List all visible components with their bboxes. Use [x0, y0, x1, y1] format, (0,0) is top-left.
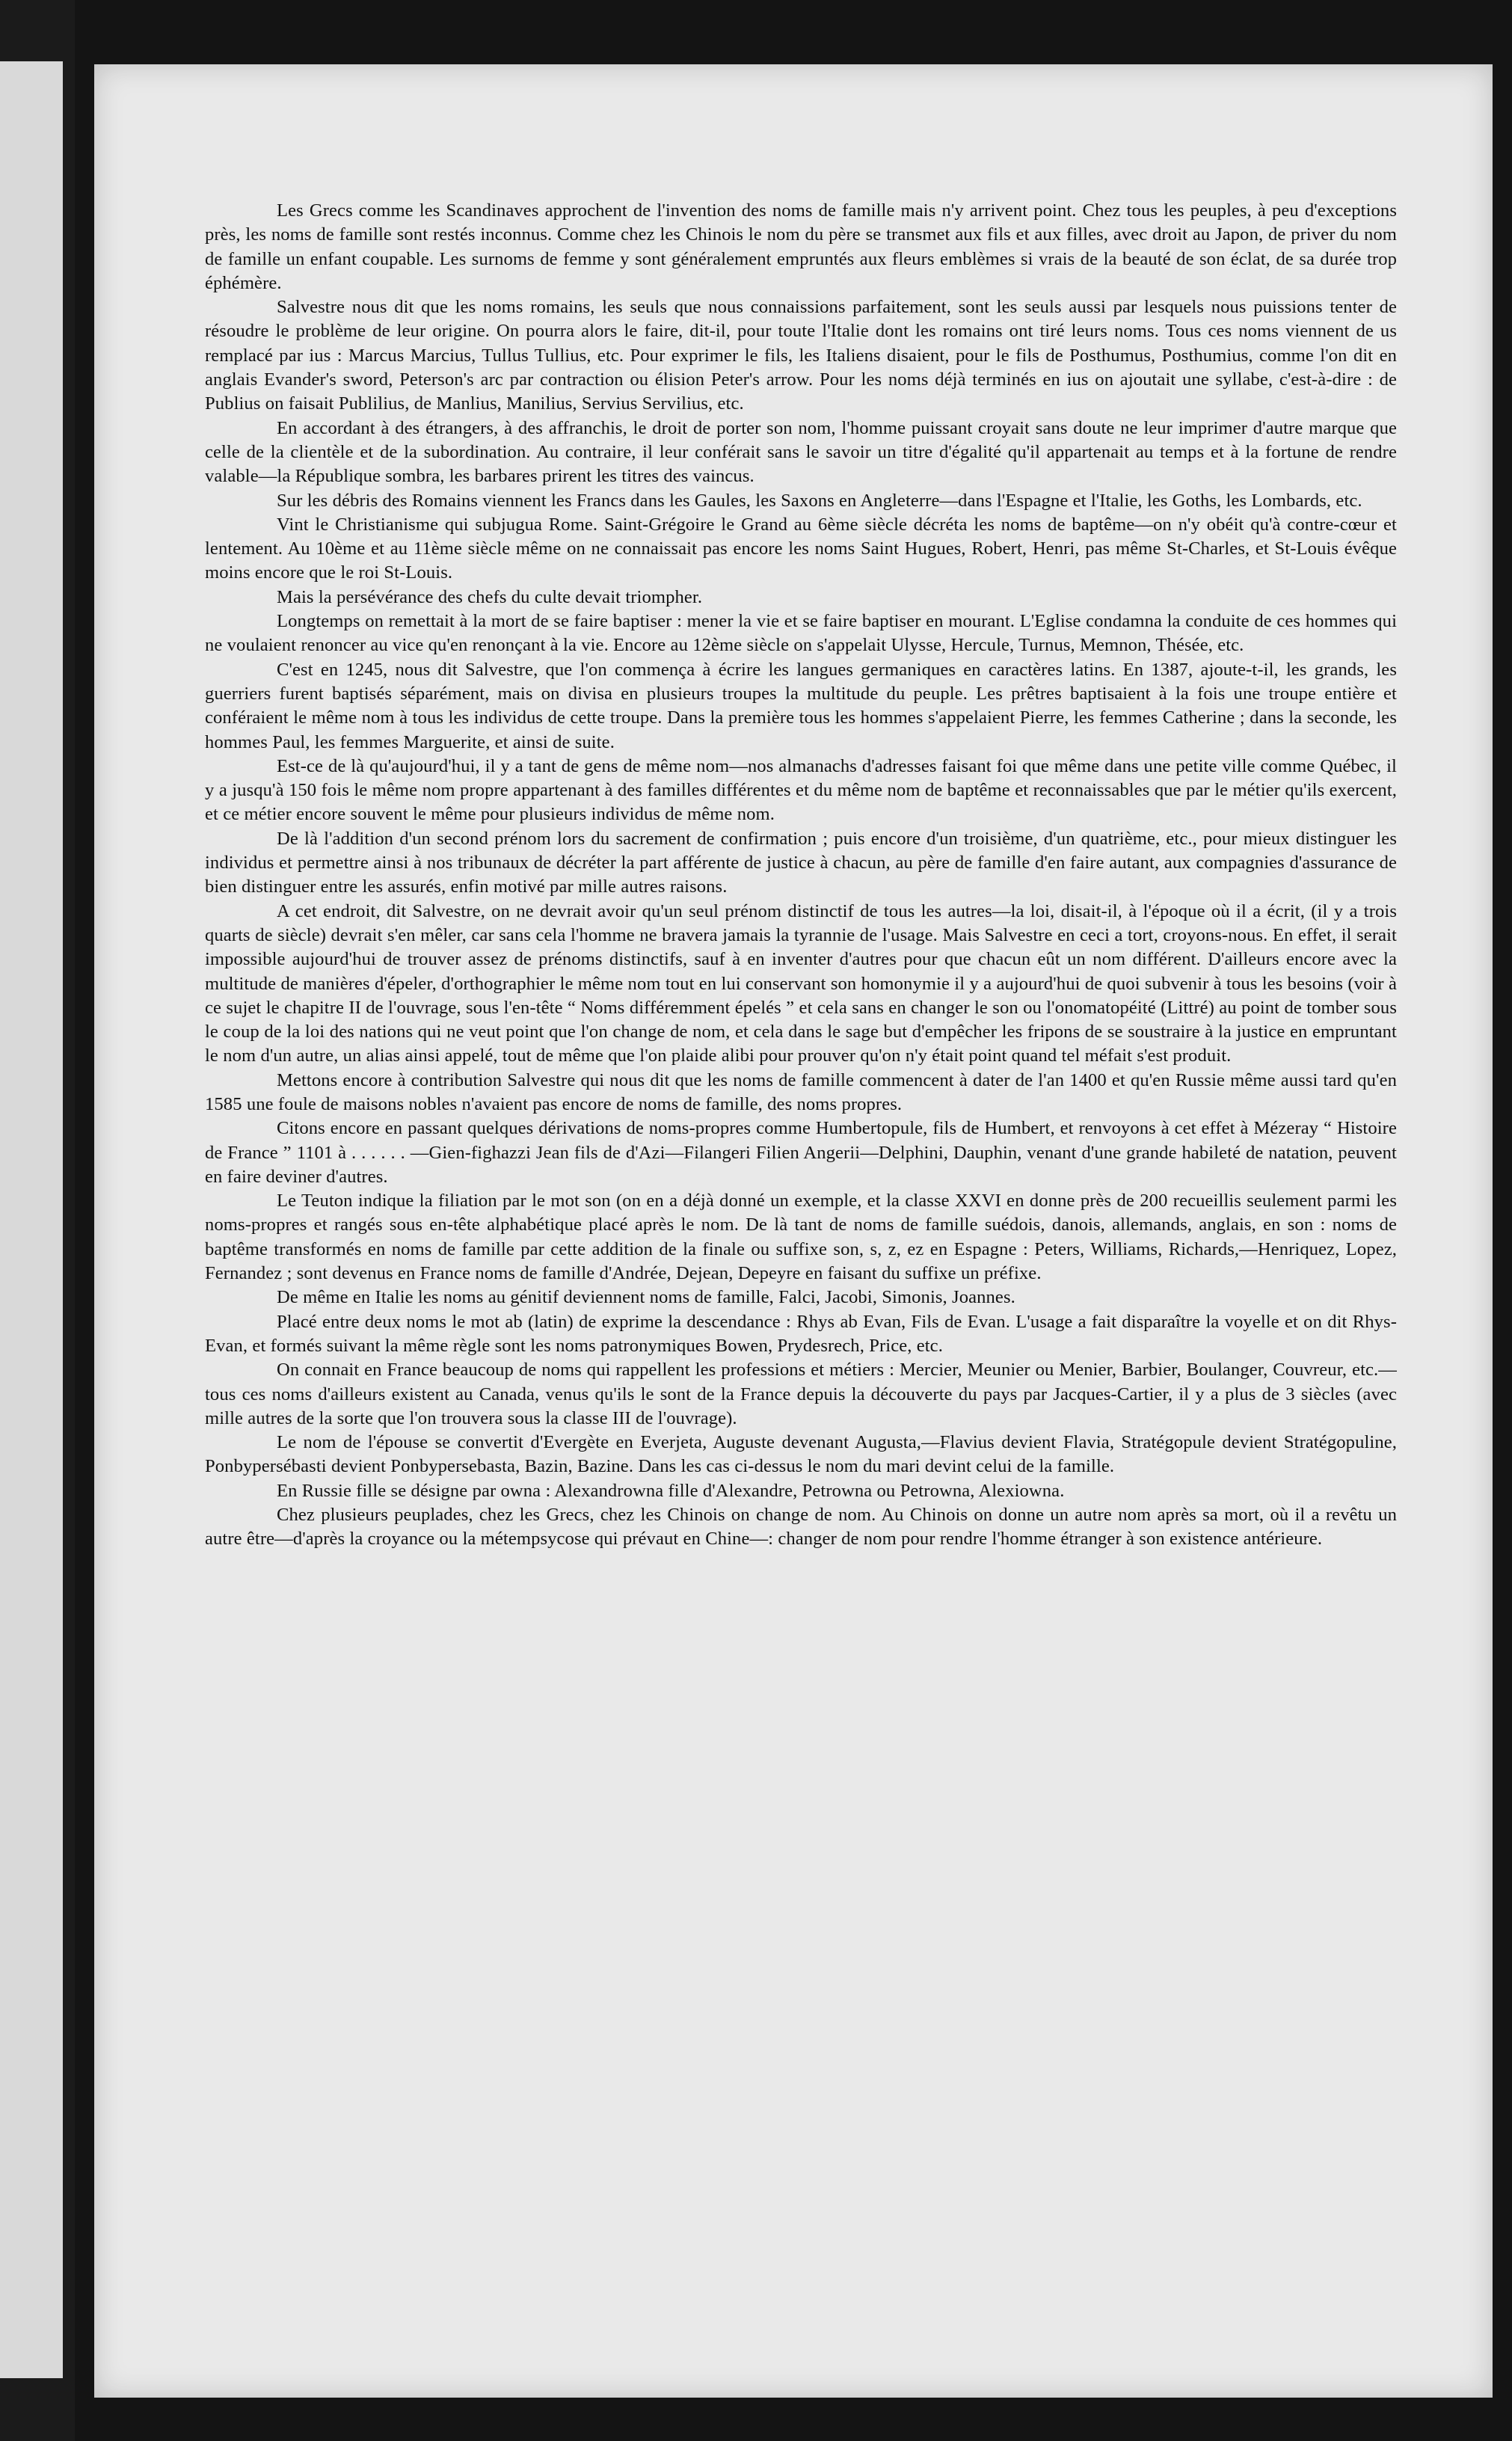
- paragraph: Citons encore en passant quelques dérivations de noms-propres comme Humbertopule, fils de Humbert, et renvoyons à cet effet à Mézeray “ Histoire de France ” 1101 à . . . . . . —Gien-fighazzi Jean fils de d'Azi—Filangeri Filien Angerii—Delphini, Dauphin, venant d'une grande habileté de natation, peuvent en faire deviner d'autres.: [205, 1118, 1397, 1187]
- paragraph: Mais la persévérance des chefs du culte devait triompher.: [277, 586, 703, 607]
- paragraph: Les Grecs comme les Scandinaves approchent de l'invention des noms de famille mais n'y arrivent point. Chez tous les peuples, à peu d'exceptions près, les noms de famille sont restés inconnus. Comme chez les Chinois le nom du père se transmet aux fils et aux filles, avec droit au Japon, de priver du nom de famille un enfant coupable. Les surnoms de femme y sont généralement empruntés aux fleurs emblèmes si vrais de la beauté de son éclat, de sa durée trop éphémère.: [205, 200, 1397, 293]
- paragraph: Placé entre deux noms le mot ab (latin) de exprime la descendance : Rhys ab Evan, Fils de Evan. L'usage a fait disparaître la voyelle et on dit Rhys-Evan, et formés suivant la même règle sont les noms patronymiques Bowen, Prydesrech, Price, etc.: [205, 1311, 1397, 1356]
- paragraph: En accordant à des étrangers, à des affranchis, le droit de porter son nom, l'homme puissant croyait sans doute ne leur imprimer d'autre marque que celle de la clientèle et de la subordination. Au contraire, il leur conférait sans le savoir un titre d'égalité qu'il appartenait au temps et à la fortune de rendre valable—la République sombra, les barbares prirent les titres des vaincus.: [205, 417, 1397, 487]
- paragraph: Chez plusieurs peuplades, chez les Grecs, chez les Chinois on change de nom. Au Chinois on donne un autre nom après sa mort, où il a revêtu un autre être—d'après la croyance ou la métempsycose qui prévaut en Chine—: changer de nom pour rendre l'homme étranger à son existence antérieure.: [205, 1505, 1397, 1550]
- paragraph: Vint le Christianisme qui subjugua Rome. Saint-Grégoire le Grand au 6ème siècle décréta les noms de baptême—on n'y obéit qu'à contre-cœur et lentement. Au 10ème et au 11ème siècle même on ne connaissait pas encore les noms Saint Hugues, Robert, Henri, pas même St-Charles, et St-Louis évêque moins encore que le roi St-Louis.: [205, 514, 1397, 583]
- paragraph: On connait en France beaucoup de noms qui rappellent les professions et métiers : Mercier, Meunier ou Menier, Barbier, Boulanger, Couvreur, etc.—tous ces noms d'ailleurs existent au Canada, venus qu'ils le sont de la France depuis la découverte du pays par Jacques-Cartier, il y a plus de 3 siècles (avec mille autres de la sorte que l'on trouvera sous la classe III de l'ouvrage).: [205, 1360, 1397, 1428]
- paragraph: A cet endroit, dit Salvestre, on ne devrait avoir qu'un seul prénom distinctif de tous les autres—la loi, disait-il, à l'époque où il a écrit, (il y a trois quarts de siècle) devrait s'en mêler, car sans cela l'homme ne bravera jamais la tyrannie de l'usage. Mais Salvestre en ceci a tort, croyons-nous. En effet, il serait impossible aujourd'hui de trouver assez de prénoms distinctifs, sauf à en inventer d'autres pour que chacun eût un nom différent. D'ailleurs encore avec la multitude de manières d'épeler, d'orthographier le même nom tout en lui conservant son homonymie il y a aujourd'hui de quoi subvenir à tous les besoins (voir à ce sujet le chapitre II de l'ouvrage, sous l'en-tête “ Noms différemment épelés ” et cela sans en changer le son ou l'onomatopéité (Littré) au point de tomber sous le coup de la loi des nations qui ne veut point que l'on change de nom, et cela dans le sage but d'empêcher les fripons de se soustraire à la justice en empruntant le nom d'un autre, un alias ainsi appelé, tout de même que l'on plaide alibi pour prouver qu'on n'y était point quand tel méfait s'est produit.: [205, 900, 1397, 1066]
- paragraph: De même en Italie les noms au génitif deviennent noms de famille, Falci, Jacobi, Simonis, Joannes.: [277, 1287, 1015, 1308]
- paragraph: Salvestre nous dit que les noms romains, les seuls que nous connaissions parfaitement, sont les seuls aussi par lesquels nous puissions tenter de résoudre le problème de leur origine. On pourra alors le faire, dit-il, pour toute l'Italie dont les romains ont tiré leurs noms. Tous ces noms viennent de us remplacé par ius : Marcus Marcius, Tullus Tullius, etc. Pour exprimer le fils, les Italiens disaient, pour le fils de Posthumus, Posthumius, comme l'on dit en anglais Evander's sword, Peterson's arc par contraction ou élision Peter's arrow. Pour les noms déjà terminés en ius on ajoutait une syllabe, c'est-à-dire : de Publius on faisait Publilius, de Manlius, Manilius, Servius Servilius, etc.: [205, 297, 1397, 414]
- paragraph: En Russie fille se désigne par owna : Alexandrowna fille d'Alexandre, Petrowna ou Petrowna, Alexiowna.: [277, 1480, 1065, 1501]
- paragraph: Le nom de l'épouse se convertit d'Evergète en Everjeta, Auguste devenant Augusta,—Flavius devient Flavia, Stratégopule devient Stratégopuline, Ponbypersébasti devient Ponbypersebasta, Bazin, Bazine. Dans les cas ci-dessus le nom du mari devint celui de la famille.: [205, 1432, 1397, 1477]
- document-page: [94, 64, 1493, 2398]
- paragraph: Sur les débris des Romains viennent les Francs dans les Gaules, les Saxons en Angleterre—dans l'Espagne et l'Italie, les Goths, les Lombards, etc.: [277, 490, 1362, 511]
- paragraph: C'est en 1245, nous dit Salvestre, que l'on commença à écrire les langues germaniques en caractères latins. En 1387, ajoute-t-il, les grands, les guerriers furent baptisés séparément, mais on divisa en plusieurs troupes la multitude du peuple. Les prêtres baptisaient à la fois une troupe entière et conféraient le même nom à tous les individus de cette troupe. Dans la première tous les hommes s'appelaient Pierre, les femmes Catherine ; dans la seconde, les hommes Paul, les femmes Marguerite, et ainsi de suite.: [205, 659, 1397, 752]
- paragraph: Est-ce de là qu'aujourd'hui, il y a tant de gens de même nom—nos almanachs d'adresses faisant foi que même dans une petite ville comme Québec, il y a jusqu'à 150 fois le même nom propre appartenant à des familles différentes et du même nom de baptême et reconnaissables que par le métier qu'ils exercent, et ce métier encore souvent le même pour plusieurs individus de même nom.: [205, 755, 1397, 825]
- paragraph: De là l'addition d'un second prénom lors du sacrement de confirmation ; puis encore d'un troisième, d'un quatrième, etc., pour mieux distinguer les individus et permettre ainsi à nos tribunaux de décréter la part afférente de justice à chacun, au père de famille d'en faire autant, aux compagnies d'assurance de bien distinguer entre les assurés, enfin motivé par mille autres raisons.: [205, 828, 1397, 897]
- body-text: [205, 199, 1397, 1552]
- paragraph: Mettons encore à contribution Salvestre qui nous dit que les noms de famille commencent à dater de l'an 1400 et qu'en Russie même aussi tard qu'en 1585 une foule de maisons nobles n'avaient pas encore de noms de famille, des noms propres.: [205, 1069, 1397, 1114]
- paragraph: Le Teuton indique la filiation par le mot son (on en a déjà donné un exemple, et la classe XXVI en donne près de 200 recueillis seulement parmi les noms-propres et rangés sous en-tête alphabétique placé après le nom. De là tant de noms de famille suédois, danois, allemands, anglais, en son : noms de baptême transformés en noms de famille par cette addition de la finale ou suffixe son, s, z, ez en Espagne : Peters, Williams, Richards,—Henriquez, Lopez, Fernandez ; sont devenus en France noms de famille d'Andrée, Dejean, Depeyre en faisant du suffixe un préfixe.: [205, 1191, 1397, 1284]
- paragraph: Longtemps on remettait à la mort de se faire baptiser : mener la vie et se faire baptiser en mourant. L'Eglise condamna la conduite de ces hommes qui ne voulaient renoncer au vice qu'en renonçant à la vie. Encore au 12ème siècle on s'appelait Ulysse, Hercule, Turnus, Memnon, Thésée, etc.: [205, 611, 1397, 656]
- adjacent-page-edge: [0, 61, 63, 2378]
